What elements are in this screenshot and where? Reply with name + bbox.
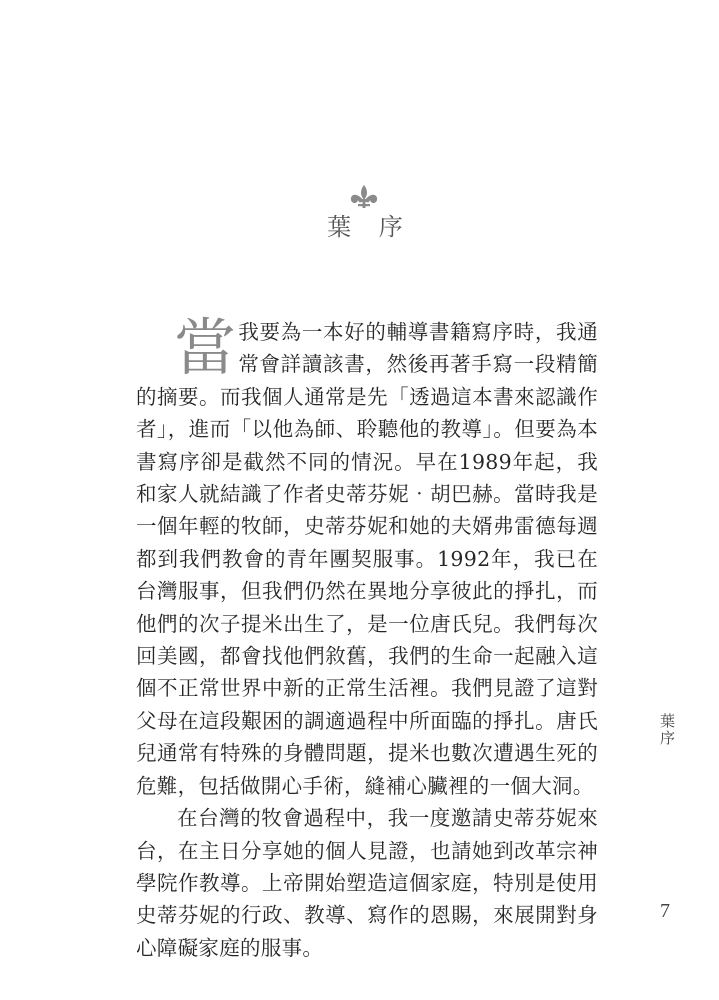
chapter-title: 葉 序 <box>327 213 413 241</box>
drop-cap: 當 <box>174 311 237 384</box>
running-side-label: 葉序 <box>658 713 676 747</box>
body-text <box>136 311 598 964</box>
fleur-de-lis-icon <box>349 184 379 212</box>
paragraph-2: 在台灣的牧會過程中，我一度邀請史蒂芬妮來台，在主日分享她的個人見證，也請她到改革宗神學院作教導。上帝開始塑造這個家庭，特別是使用史蒂芬妮的行政、教導、寫作的恩賜，來展開對身心障礙家庭的服事。 <box>136 806 598 960</box>
page-number: 7 <box>660 900 670 922</box>
paragraph-1 <box>136 311 598 802</box>
paragraph-1-text: 我要為一本好的輔導書籍寫序時，我通常會詳讀該書，然後再著手寫一段精簡的摘要。而我個人通常是先「透過這本書來認識作者」，進而「以他為師、聆聽他的教導」。但要為本書寫序卻是截然不同的情況。早在1989年起，我和家人就結識了作者史蒂芬妮‧胡巴赫。當時我是一個年輕的牧師，史蒂芬妮和她的夫婿弗雷德每週都到我們教會的青年團契服事。1992年，我已在台灣服事，但我們仍然在異地分享彼此的掙扎，而他們的次子提米出生了，是一位唐氏兒。我們每次回美國，都會找他們敘舊，我們的生命一起融入這個不正常世界中新的正常生活裡。我們見證了這對父母在這段艱困的調適過程中所面臨的掙扎。唐氏兒通常有特殊的身體問題，提米也數次遭遇生死的危難，包括做開心手術，縫補心臟裡的一個大洞。 <box>136 320 598 798</box>
